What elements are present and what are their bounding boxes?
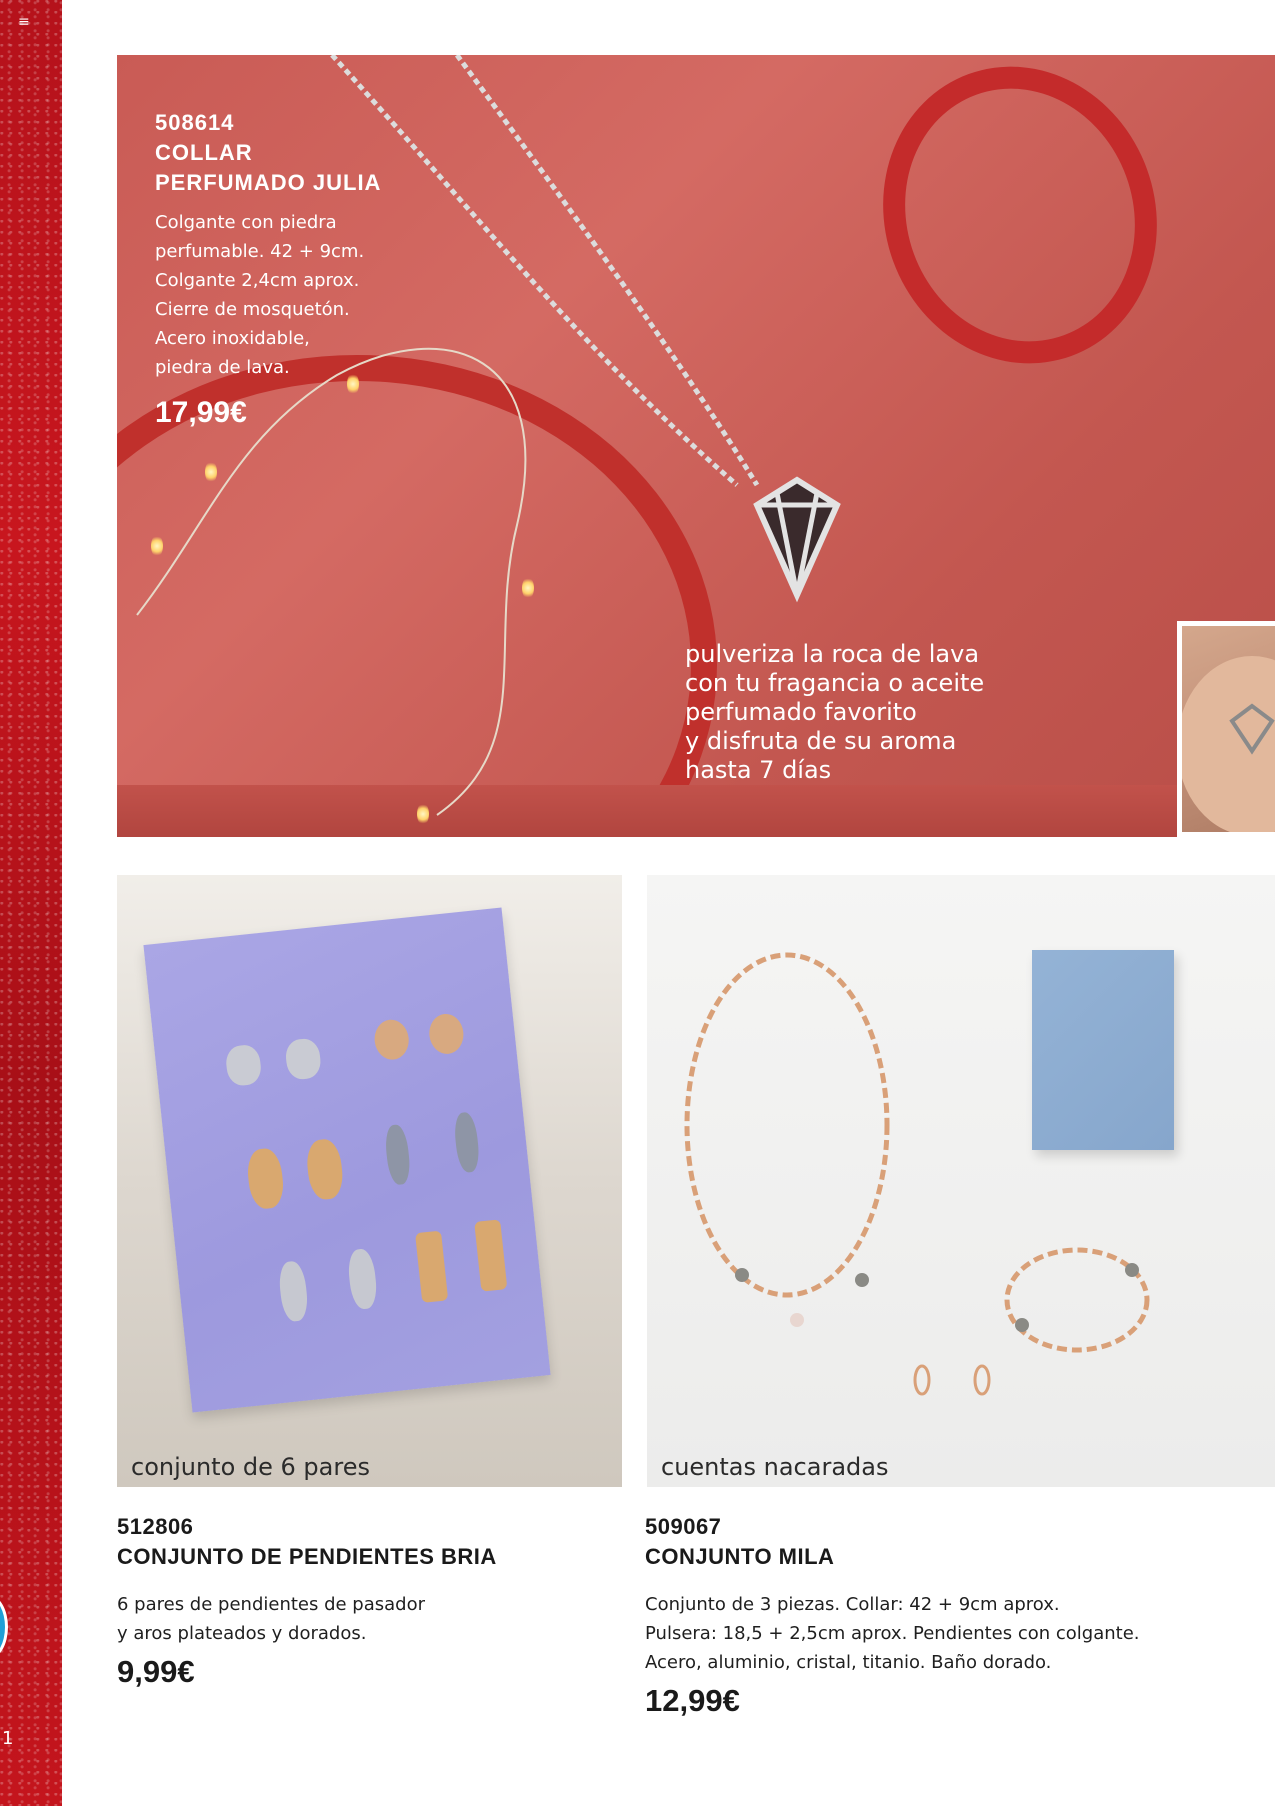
gold-hoop-earring: [305, 1138, 345, 1201]
description-line: perfumable. 42 + 9cm.: [155, 241, 365, 262]
description-line: Colgante con piedra: [155, 212, 337, 233]
product-code: 509067: [645, 1514, 722, 1539]
shell-stud-earring: [284, 1037, 322, 1080]
lava-stone-note: [685, 640, 1045, 785]
note-line: pulveriza la roca de lava: [685, 640, 980, 668]
product-price: 12,99€: [645, 1683, 740, 1718]
hero-product-info: [155, 108, 455, 430]
photo-conjunto-mila: [647, 875, 1275, 1487]
diamond-pendant: [737, 475, 857, 605]
photo-earrings-bria: [117, 875, 622, 1487]
product-name-line2: PERFUMADO JULIA: [155, 170, 382, 195]
description-line: Acero inoxidable,: [155, 328, 310, 349]
hand-illustration: [1182, 626, 1275, 832]
description-line: Conjunto de 3 piezas. Collar: 42 + 9cm aprox.: [645, 1594, 1060, 1615]
knot-stud-earring: [427, 1012, 465, 1055]
rectangle-hoop-earring: [474, 1219, 507, 1291]
description-line: 6 pares de pendientes de pasador: [117, 1594, 426, 1615]
product-description: [155, 208, 455, 382]
blue-tab-shape: [0, 1595, 8, 1659]
photo-caption: cuentas nacaradas: [661, 1453, 889, 1481]
knot-stud-earring: [373, 1018, 411, 1061]
product-info-mila: [645, 1512, 1140, 1719]
product-code: 512806: [117, 1514, 194, 1539]
silver-hoop-earring: [384, 1124, 412, 1186]
menu-icon[interactable]: ≡: [18, 14, 30, 30]
necklace-and-bracelet: [647, 875, 1275, 1487]
note-line: y disfruta de su aroma: [685, 727, 957, 755]
note-line: con tu fragancia o aceite: [685, 669, 985, 697]
silver-hoop-earring: [453, 1111, 481, 1173]
product-description: [645, 1590, 1140, 1677]
description-line: Cierre de mosquetón.: [155, 299, 350, 320]
product-name-line1: COLLAR: [155, 140, 253, 165]
product-price: 17,99€: [155, 396, 247, 429]
product-price: 9,99€: [117, 1654, 195, 1689]
description-line: y aros plateados y dorados.: [117, 1623, 367, 1644]
gold-hoop-earring: [245, 1147, 285, 1210]
rectangle-hoop-earring: [415, 1231, 448, 1303]
product-info-bria: [117, 1512, 497, 1690]
product-code: 508614: [155, 110, 235, 135]
page-number: 1: [2, 1728, 14, 1749]
note-line: perfumado favorito: [685, 698, 917, 726]
description-line: Pulsera: 18,5 + 2,5cm aprox. Pendientes con colgante.: [645, 1623, 1140, 1644]
product-name: CONJUNTO MILA: [645, 1544, 835, 1569]
hand-holding-pendant-inset: [1177, 621, 1275, 837]
product-name: CONJUNTO DE PENDIENTES BRIA: [117, 1544, 497, 1569]
earring-display-card: [143, 907, 550, 1412]
note-line: hasta 7 días: [685, 756, 832, 784]
photo-caption: conjunto de 6 pares: [131, 1453, 370, 1481]
description-line: piedra de lava.: [155, 357, 290, 378]
twisted-hoop-earring: [277, 1260, 309, 1322]
description-line: Colgante 2,4cm aprox.: [155, 270, 360, 291]
twisted-hoop-earring: [346, 1248, 378, 1310]
shell-stud-earring: [225, 1044, 263, 1087]
product-description: [117, 1590, 497, 1648]
description-line: Acero, aluminio, cristal, titanio. Baño dorado.: [645, 1652, 1052, 1673]
side-glitter-strip: [0, 0, 62, 1806]
